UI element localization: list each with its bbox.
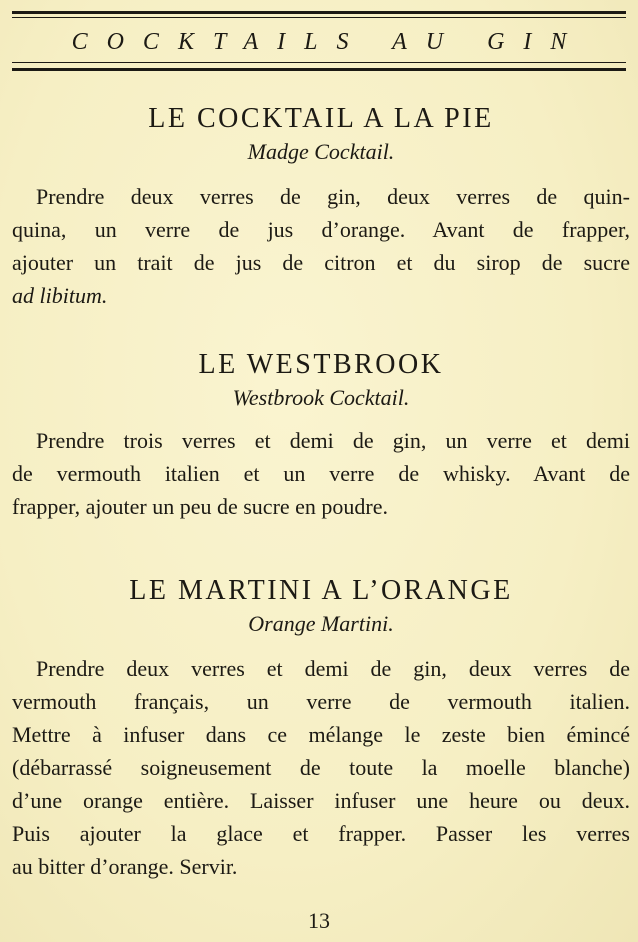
- recipe-body-line: ad libitum.: [12, 283, 108, 308]
- recipe-subtitle: Orange Martini.: [248, 611, 394, 636]
- header-rule-bottom-thin: [12, 62, 626, 63]
- recipe-body-line: frapper, ajouter un peu de sucre en poudre.: [12, 494, 389, 519]
- header-rule-top-thick: [12, 11, 626, 14]
- recipe-body-line: ajouter un trait de jus de citron et du sirop de sucre: [12, 250, 630, 275]
- recipe-body-line: (débarrassé soigneusement de toute la moelle blanche): [12, 755, 630, 780]
- recipe-orange-martini: [12, 574, 630, 883]
- recipe-body: [12, 652, 630, 883]
- recipe-body-line: d’une orange entière. Laisser infuser une heure ou deux.: [12, 788, 630, 813]
- recipe-body-line: au bitter d’orange. Servir.: [12, 854, 238, 879]
- recipe-body-line: Prendre trois verres et demi de gin, un verre et demi: [36, 428, 630, 453]
- recipe-title: LE COCKTAIL A LA PIE: [148, 103, 494, 134]
- recipe-body: [12, 424, 630, 523]
- recipe-westbrook-cocktail: [12, 348, 630, 523]
- recipe-title: LE MARTINI A L’ORANGE: [129, 575, 513, 606]
- recipe-body-line: Puis ajouter la glace et frapper. Passer les verres: [12, 821, 630, 846]
- header-rule-top-thin: [12, 17, 626, 18]
- recipe-body-line: de vermouth italien et un verre de whisky. Avant de: [12, 461, 630, 486]
- recipe-body-line: Prendre deux verres de gin, deux verres de quin-: [36, 184, 630, 209]
- recipe-body: [12, 180, 630, 312]
- recipe-madge-cocktail: [12, 102, 630, 312]
- recipe-title: LE WESTBROOK: [198, 349, 444, 380]
- running-head: COCKTAILS AU GIN: [71, 29, 586, 55]
- header-rule-bottom-thick: [12, 68, 626, 71]
- recipe-subtitle: Westbrook Cocktail.: [232, 385, 410, 410]
- recipe-body-line: Mettre à infuser dans ce mélange le zeste bien émincé: [12, 722, 630, 747]
- recipe-body-line: vermouth français, un verre de vermouth italien.: [12, 689, 630, 714]
- recipe-body-line: quina, un verre de jus d’orange. Avant de frapper,: [12, 217, 630, 242]
- recipe-subtitle: Madge Cocktail.: [247, 139, 395, 164]
- recipe-body-line: Prendre deux verres et demi de gin, deux verres de: [36, 656, 630, 681]
- page-number: 13: [308, 908, 330, 933]
